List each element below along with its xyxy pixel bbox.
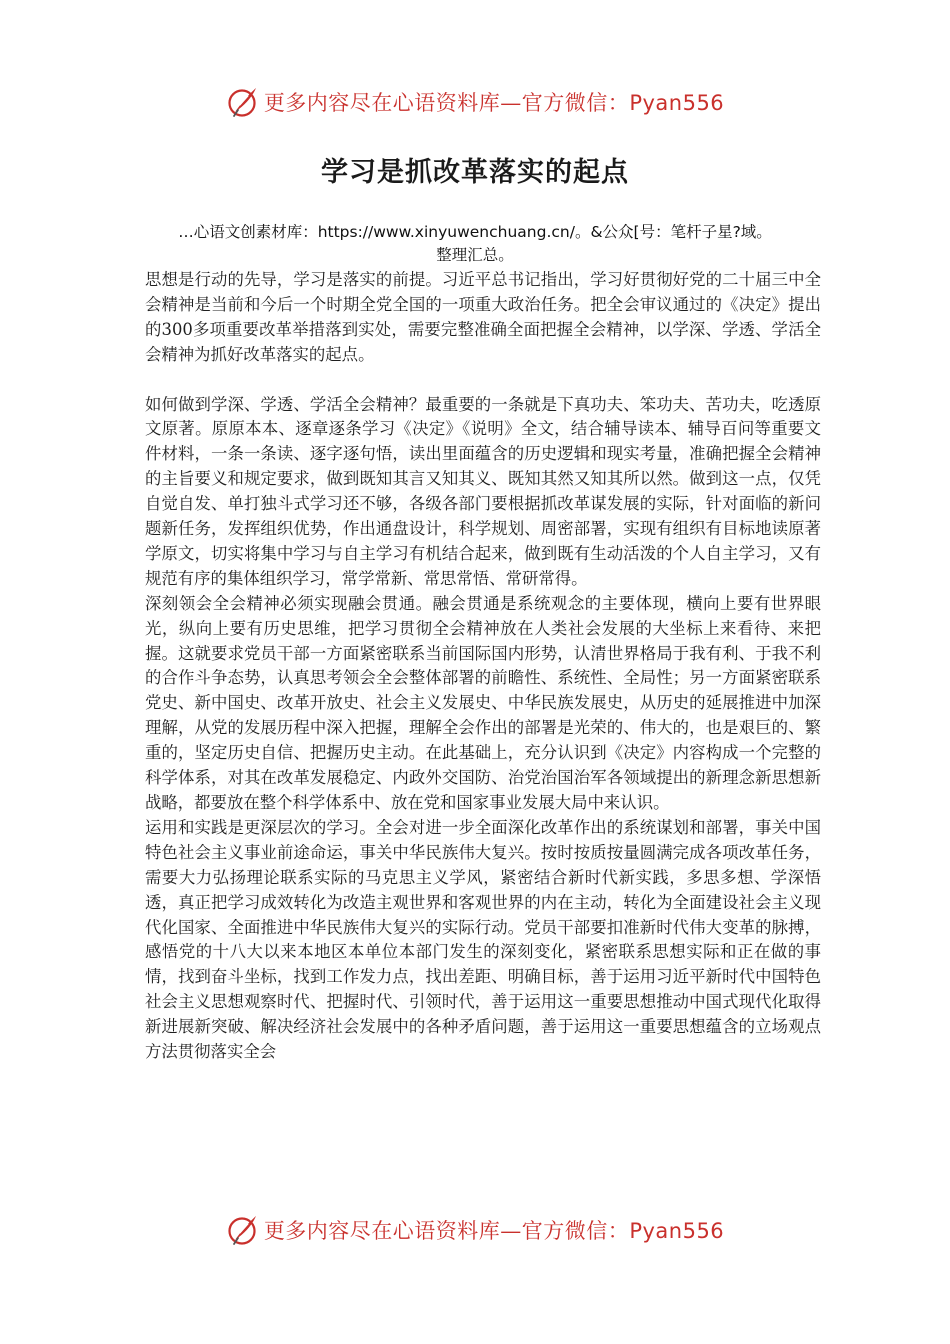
article-body — [145, 268, 821, 1065]
source-note — [130, 221, 820, 267]
banner-text: 更多内容尽在心语资料库—官方微信：Pyan556 — [263, 1219, 725, 1243]
quill-pen-logo-icon — [226, 85, 260, 119]
page-title: 学习是抓改革落实的起点 — [321, 157, 629, 188]
footer-banner — [0, 1210, 950, 1250]
quill-pen-logo-icon — [226, 1213, 260, 1247]
banner-text: 更多内容尽在心语资料库—官方微信：Pyan556 — [263, 91, 725, 115]
source-line: …心语文创素材库：https://www.xinyuwenchuang.cn/。&公众[号：笔杆子星?域。 — [178, 223, 772, 241]
paragraph: 如何做到学深、学透、学活全会精神？最重要的一条就是下真功夫、笨功夫、苦功夫，吃透原文原著。原原本本、逐章逐条学习《决定》《说明》全文，结合辅导读本、辅导百问等重要文件材料，一条一条读、逐字逐句悟，读出里面蕴含的历史逻辑和现实考量，准确把握全会精神的主旨要义和规定要求，做到既知其言又知其义、既知其然又知其所以然。做到这一点，仅凭自觉自发、单打独斗式学习还不够，各级各部门要根据抓改革谋发展的实际，针对面临的新问题新任务，发挥组织优势，作出通盘设计，科学规划、周密部署，实现有组织有目标地读原著学原文，切实将集中学习与自主学习有机结合起来，做到既有生动活泼的个人自主学习，又有规范有序的集体组织学习，常学常新、常思常悟、常研常得。 — [145, 394, 821, 588]
paragraph: 运用和实践是更深层次的学习。全会对进一步全面深化改革作出的系统谋划和部署，事关中国特色社会主义事业前途命运，事关中华民族伟大复兴。按时按质按量圆满完成各项改革任务，需要大力弘扬理论联系实际的马克思主义学风，紧密结合新时代新实践，多思多想、学深悟透，真正把学习成效转化为改造主观世界和客观世界的内在主动，转化为全面建设社会主义现代化国家、全面推进中华民族伟大复兴的实际行动。党员干部要扣准新时代伟大变革的脉搏，感悟党的十八大以来本地区本单位本部门发生的深刻变化，紧密联系思想实际和正在做的事情，找到奋斗坐标，找到工作发力点，找出差距、明确目标，善于运用习近平新时代中国特色社会主义思想观察时代、把握时代、引领时代，善于运用这一重要思想推动中国式现代化取得新进展新突破、解决经济社会发展中的各种矛盾问题，善于运用这一重要思想蕴含的立场观点方法贯彻落实全会 — [145, 817, 821, 1062]
header-banner — [0, 82, 950, 122]
paragraph: 思想是行动的先导，学习是落实的前提。习近平总书记指出，学习好贯彻好党的二十届三中全会精神是当前和今后一个时期全党全国的一项重大政治任务。把全会审议通过的《决定》提出的300多项重要改革举措落到实处，需要完整准确全面把握全会精神，以学深、学透、学活全会精神为抓好改革落实的起点。 — [145, 270, 821, 364]
source-line: 整理汇总。 — [436, 246, 514, 264]
paragraph: 深刻领会全会精神必须实现融会贯通。融会贯通是系统观念的主要体现，横向上要有世界眼光，纵向上要有历史思维，把学习贯彻全会精神放在人类社会发展的大坐标上来看待、来把握。这就要求党员干部一方面紧密联系当前国际国内形势，认清世界格局于我有利、于我不利的合作斗争态势，认真思考领会全会整体部署的前瞻性、系统性、全局性；另一方面紧密联系党史、新中国史、改革开放史、社会主义发展史、中华民族发展史，从历史的延展推进中加深理解，从党的发展历程中深入把握，理解全会作出的部署是光荣的、伟大的，也是艰巨的、繁重的，坚定历史自信、把握历史主动。在此基础上，充分认识到《决定》内容构成一个完整的科学体系，对其在改革发展稳定、内政外交国防、治党治国治军各领域提出的新理念新思想新战略，都要放在整个科学体系中、放在党和国家事业发展大局中来认识。 — [145, 593, 821, 813]
